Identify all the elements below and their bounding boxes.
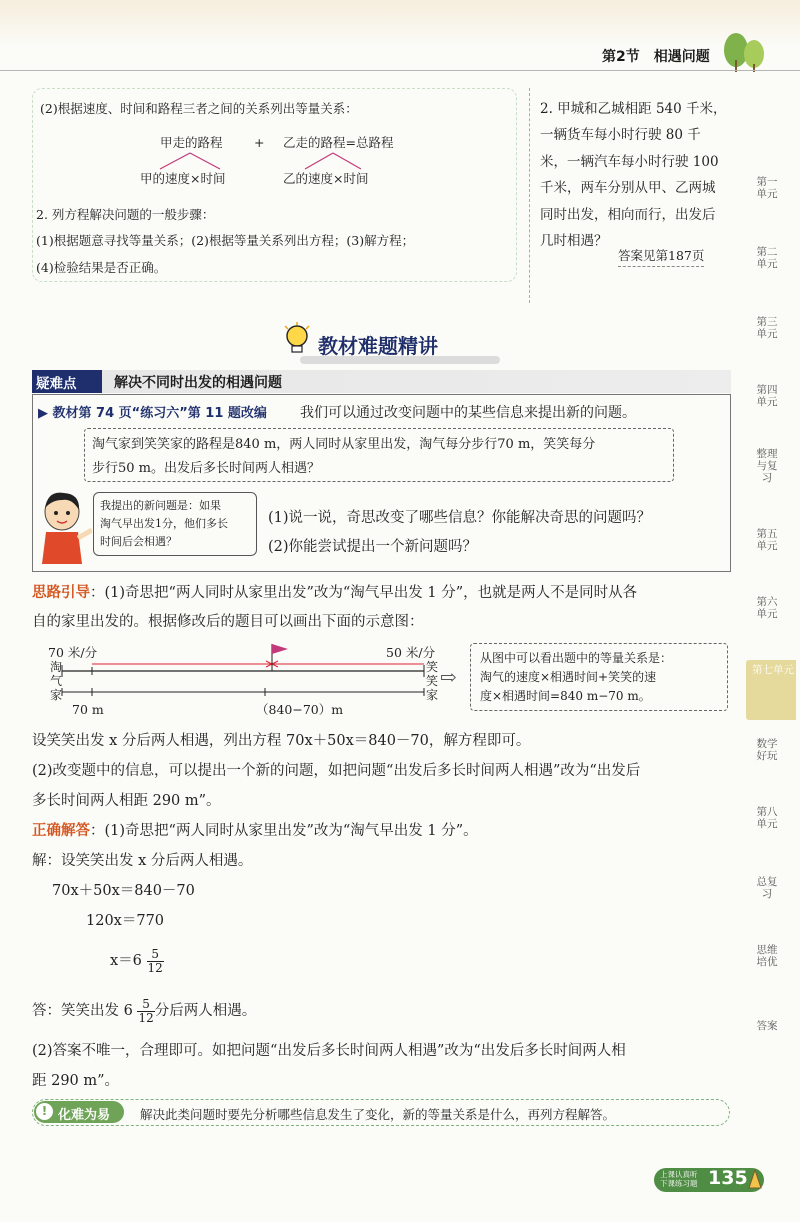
guide-line5: 多长时间两人相距 290 m”。 <box>32 793 221 809</box>
exercise-line: 一辆货车每小时行驶 80 千 <box>540 127 701 144</box>
home-char: 笑 <box>426 660 439 674</box>
home-char: 笑 <box>426 674 439 688</box>
exclamation-icon: ! <box>36 1103 53 1120</box>
exercise-line: 2. 甲城和乙城相距 540 千米， <box>540 101 727 117</box>
fraction-numerator: 5 <box>147 948 164 962</box>
solution-intro: 解：设笑笑出发 x 分后两人相遇。 <box>32 853 253 869</box>
fraction-denominator: 12 <box>138 1010 154 1025</box>
sidebar-item-unit-5[interactable]: 第五单元 <box>756 528 778 552</box>
sidebar-item-unit-3[interactable]: 第三单元 <box>756 316 778 340</box>
fraction <box>147 948 164 975</box>
exercise-line: 米，一辆汽车每小时行驶 100 <box>540 153 719 170</box>
speech-line: 时间后会相遇？ <box>100 535 177 548</box>
slogan-line: 下课练习题 <box>660 1179 698 1188</box>
left-speed: 70 米/分 <box>48 645 98 660</box>
header-divider <box>0 70 800 71</box>
fraction-numerator: 5 <box>137 998 154 1012</box>
problem-line1: 淘气家到笑笑家的路程是840 m，两人同时从家里出发，淘气每分步行70 m，笑笑每分 <box>92 437 596 452</box>
question-2: (2)你能尝试提出一个新问题吗？ <box>268 539 478 555</box>
yi-path: 乙走的路程=总路程 <box>283 135 394 150</box>
answer-label: 正确解答 <box>32 823 90 839</box>
speech-text <box>100 497 228 551</box>
fraction <box>137 998 154 1025</box>
answer-part2-line2: 距 290 m”。 <box>32 1073 120 1089</box>
yi-formula: 乙的速度×时间 <box>283 171 369 186</box>
child-avatar <box>36 490 92 566</box>
pencil-icon <box>746 1168 764 1190</box>
steps-line1: (1)根据题意寻找等量关系；(2)根据等量关系列出方程；(3)解方程； <box>36 233 415 248</box>
tip-text: 解决此类问题时要先分析哪些信息发生了变化，新的等量关系是什么，再列方程解答。 <box>140 1107 616 1122</box>
xiaoxiao-home <box>426 660 438 702</box>
guide-line1 <box>32 583 637 603</box>
note-line: 度×相遇时间=840 m−70 m。 <box>480 689 651 703</box>
sidebar-item-review[interactable]: 整理与复习 <box>756 448 778 484</box>
sidebar-item-unit-4[interactable]: 第四单元 <box>756 384 778 408</box>
sidebar-item-unit-2[interactable]: 第二单元 <box>756 246 778 270</box>
steps-line2: (4)检验结果是否正确。 <box>36 260 167 275</box>
source-intro: 我们可以通过改变问题中的某些信息来提出新的问题。 <box>300 405 636 421</box>
arrow-icon: ⇨ <box>440 665 457 689</box>
sidebar-item-unit-1[interactable]: 第一单元 <box>756 176 778 200</box>
equation-3 <box>110 943 164 979</box>
plus-sign: + <box>254 135 265 150</box>
answer-reference: 答案见第187页 <box>618 248 704 267</box>
topic-title: 解决不同时出发的相遇问题 <box>114 375 282 391</box>
brace-lines <box>130 150 390 172</box>
section-number: 第2节 <box>602 49 640 65</box>
guide-line4: (2)改变题中的信息，可以提出一个新的问题，如把问题“出发后多长时间两人相遇”改为“出发后 <box>32 763 641 779</box>
knowledge-box <box>32 88 517 282</box>
guide-label: 思路引导 <box>32 585 90 601</box>
tip-tag: 化难为易 <box>34 1101 124 1123</box>
home-char: 家 <box>50 688 63 702</box>
exercise-line: 几时相遇？ <box>540 233 608 250</box>
segment-remaining: （840−70）m <box>256 702 344 717</box>
guide-text: ：(1)奇思把“两人同时从家里出发”改为“淘气早出发 1 分”，也就是两人不是同时从各 <box>90 585 638 601</box>
sidebar-item-math-fun[interactable]: 数学好玩 <box>756 738 778 762</box>
textbook-source: ▶ 教材第 74 页“练习六”第 11 题改编 <box>38 406 267 421</box>
answer-part2-line1: (2)答案不唯一，合理即可。如把问题“出发后多长时间两人相遇”改为“出发后多长时间两人相 <box>32 1043 626 1059</box>
footer-slogan <box>660 1170 698 1188</box>
guide-line2: 自的家里出发的。根据修改后的题目可以画出下面的示意图： <box>32 614 424 630</box>
speech-line: 我提出的新问题是：如果 <box>100 499 221 512</box>
home-char: 气 <box>50 674 63 688</box>
segment-70: 70 m <box>72 702 104 717</box>
home-char: 淘 <box>50 660 63 674</box>
jia-path: 甲走的路程 <box>160 135 223 150</box>
equation-2: 120x＝770 <box>86 913 165 929</box>
sidebar-item-thinking[interactable]: 思维培优 <box>756 944 778 968</box>
home-char: 家 <box>426 688 439 702</box>
note-line: 淘气的速度×相遇时间+笑笑的速 <box>480 670 657 684</box>
section-title: 教材难题精讲 <box>318 334 438 358</box>
topic-tag: 疑难点 <box>36 376 77 392</box>
note-line: 从图中可以看出题中的等量关系是： <box>480 651 673 665</box>
relation-line: (2)根据速度、时间和路程三者之间的关系列出等量关系： <box>40 101 358 116</box>
page-number: 135 <box>708 1167 748 1189</box>
exercise-line: 千米，两车分别从甲、乙两城 <box>540 180 716 197</box>
section-name: 相遇问题 <box>653 49 710 65</box>
problem-line2: 步行50 m。出发后多长时间两人相遇？ <box>92 461 321 476</box>
slogan-line: 上课认真听 <box>660 1170 698 1179</box>
sidebar-item-unit-6[interactable]: 第六单元 <box>756 596 778 620</box>
speech-line: 淘气早出发1分，他们多长 <box>100 517 228 530</box>
answer-sentence-end: 分后两人相遇。 <box>154 1003 257 1019</box>
sidebar-item-unit-7[interactable]: 第七单元 <box>746 660 796 720</box>
answer-sentence-start: 答：笑笑出发 6 <box>32 1003 133 1019</box>
sidebar-item-answers[interactable]: 答案 <box>756 1020 778 1032</box>
taoqi-home <box>50 660 62 702</box>
right-speed: 50 米/分 <box>386 645 436 660</box>
top-band <box>0 0 800 46</box>
jia-formula: 甲的速度×时间 <box>140 171 226 186</box>
column-divider <box>529 88 530 303</box>
exercise-line: 同时出发，相向而行，出发后 <box>540 206 716 223</box>
exercise-2 <box>540 96 727 254</box>
answer-line1 <box>32 821 478 841</box>
sidebar-item-general-review[interactable]: 总复习 <box>756 876 778 900</box>
answer-sentence <box>32 993 256 1029</box>
equation-1: 70x＋50x＝840－70 <box>52 883 195 899</box>
tree-icon <box>720 30 770 72</box>
header-title <box>588 46 710 66</box>
relation-note <box>480 649 672 706</box>
fraction-denominator: 12 <box>147 960 163 975</box>
guide-line3: 设笑笑出发 x 分后两人相遇，列出方程 70x＋50x＝840－70，解方程即可。 <box>32 733 531 749</box>
lightbulb-icon <box>282 322 312 358</box>
steps-title: 2. 列方程解决问题的一般步骤： <box>36 207 215 222</box>
sidebar-item-unit-8[interactable]: 第八单元 <box>756 806 778 830</box>
question-1: (1)说一说，奇思改变了哪些信息？你能解决奇思的问题吗？ <box>268 510 652 526</box>
equation-3-text: x＝6 <box>110 953 142 969</box>
answer-text: ：(1)奇思把“两人同时从家里出发”改为“淘气早出发 1 分”。 <box>90 823 478 839</box>
